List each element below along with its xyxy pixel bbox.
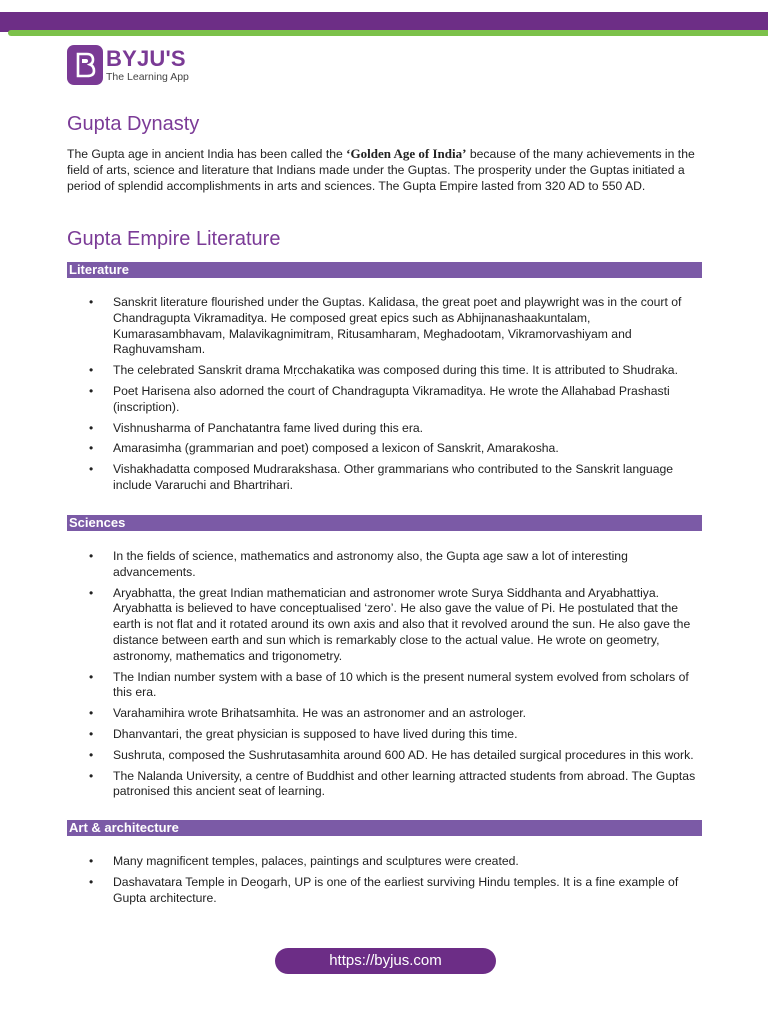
header-purple-band xyxy=(0,12,768,32)
list-item: • The celebrated Sanskrit drama Mṛcchakatika was composed during this time. It is attributed to Shudraka. xyxy=(67,363,703,379)
list-item: • In the fields of science, mathematics and astronomy also, the Gupta age saw a lot of interesting advancements. xyxy=(67,549,703,581)
header-green-band xyxy=(8,30,768,36)
byjus-logo-icon xyxy=(67,45,103,85)
list-item: • Aryabhatta, the great Indian mathematician and astronomer wrote Surya Siddhanta and Aryabhattiya. Aryabhatta is believed to have conceptualised ‘zero’. He also gave the value of Pi. He postulated that the earth is not flat and it rotated around its own axis and also that it revolved around the sun. He also gave the distance between earth and sun which is remarkably close to the actual value. He wrote on geometry, astronomy, mathematics and trigonometry. xyxy=(67,586,703,665)
list-item: • Varahamihira wrote Brihatsamhita. He was an astronomer and an astrologer. xyxy=(67,706,703,722)
list-item: • The Nalanda University, a centre of Buddhist and other learning attracted students from abroad. The Guptas patronised this ancient seat of learning. xyxy=(67,769,703,801)
list-item: • Sushruta, composed the Sushrutasamhita around 600 AD. He has detailed surgical procedures in this work. xyxy=(67,748,703,764)
list-item: • Sanskrit literature flourished under the Guptas. Kalidasa, the great poet and playwright was in the court of Chandragupta Vikramaditya. He composed great epics such as Abhijnanashaakuntalam, Kumarasambhavam, Malavikagnimitram, Ritusamharam, Meghadootam, Vikramorvashiyam and Raghuvamsham. xyxy=(67,295,703,358)
brand-tagline: The Learning App xyxy=(106,70,189,83)
list-item: • Dashavatara Temple in Deogarh, UP is one of the earliest surviving Hindu temples. It is a fine example of Gupta architecture. xyxy=(67,875,703,907)
list-item: • The Indian number system with a base of 10 which is the present numeral system evolved from scholars of this era. xyxy=(67,670,703,702)
website-link[interactable]: https://byjus.com xyxy=(275,948,496,974)
list-item: • Vishnusharma of Panchatantra fame lived during this era. xyxy=(67,421,703,437)
intro-text-end: because of the many achievements in the field of arts, science and literature that Indians made under the Guptas. The prosperity under the Guptas initiated a period of splendid accomplishments in arts and sciences. The Gupta Empire lasted from 320 AD to 550 AD. xyxy=(67,147,695,193)
sciences-list xyxy=(67,549,703,805)
section-title: Gupta Empire Literature xyxy=(67,228,281,250)
intro-bold-phrase: ‘Golden Age of India’ xyxy=(346,146,467,161)
list-item: • Vishakhadatta composed Mudrarakshasa. Other grammarians who contributed to the Sanskrit language include Vararuchi and Bhartrihari. xyxy=(67,462,703,494)
intro-text-start: The Gupta age in ancient India has been called the xyxy=(67,147,347,161)
byjus-logo[interactable] xyxy=(67,44,189,86)
list-item: • Many magnificent temples, palaces, paintings and sculptures were created. xyxy=(67,854,703,870)
list-item: • Poet Harisena also adorned the court of Chandragupta Vikramaditya. He wrote the Allahabad Prashasti (inscription). xyxy=(67,384,703,416)
section-heading-literature: Literature xyxy=(67,262,702,278)
section-heading-art-architecture: Art & architecture xyxy=(67,820,702,836)
list-item: • Amarasimha (grammarian and poet) composed a lexicon of Sanskrit, Amarakosha. xyxy=(67,441,703,457)
literature-list xyxy=(67,295,703,499)
section-heading-sciences: Sciences xyxy=(67,515,702,531)
art-architecture-list xyxy=(67,854,703,911)
page-title: Gupta Dynasty xyxy=(67,113,200,135)
list-item: • Dhanvantari, the great physician is supposed to have lived during this time. xyxy=(67,727,703,743)
brand-name: BYJU'S xyxy=(106,45,186,71)
intro-paragraph xyxy=(67,146,703,194)
